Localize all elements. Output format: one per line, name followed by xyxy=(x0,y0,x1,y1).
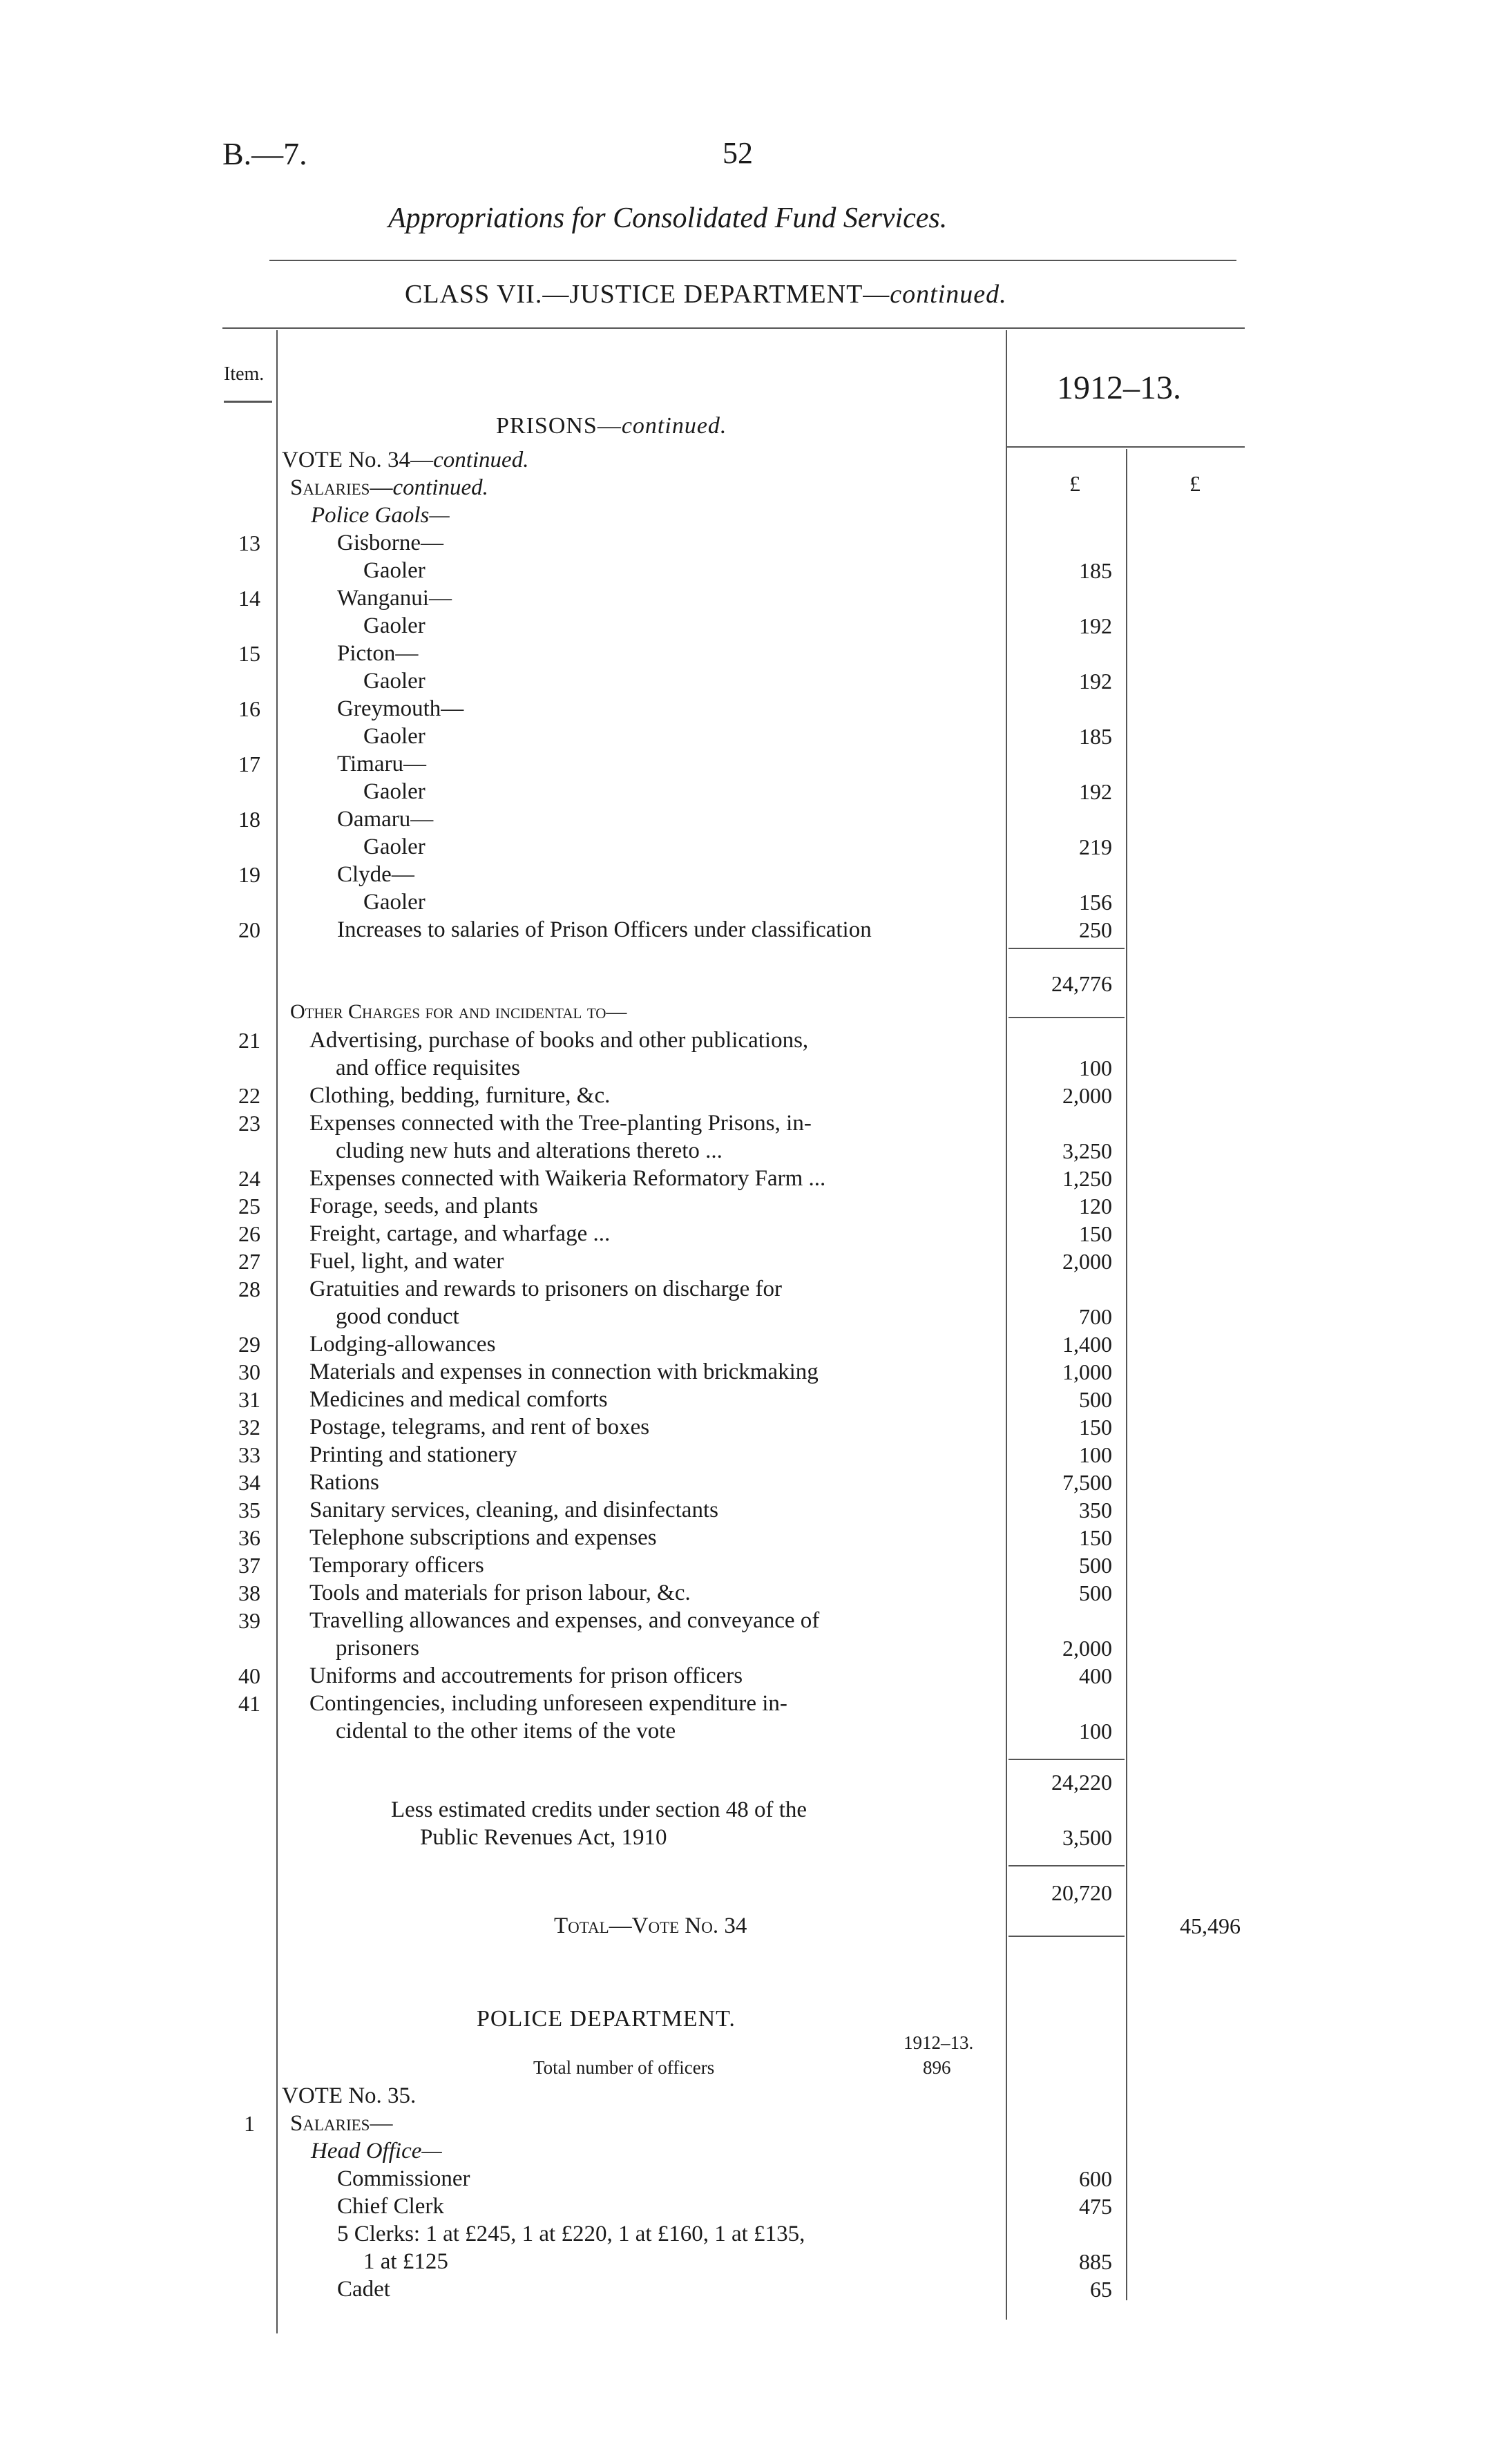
class-title: CLASS VII.—JUSTICE DEPARTMENT—continued. xyxy=(405,280,1007,309)
charge-label-cont: cidental to the other items of the vote xyxy=(336,1719,676,1744)
gaol-place: Greymouth— xyxy=(337,696,464,721)
credits-rule xyxy=(1008,1865,1125,1866)
charge-label: Uniforms and accoutrements for prison officers xyxy=(309,1663,743,1688)
vote-34-total-amount: 45,496 xyxy=(1180,1913,1241,1938)
year-header-rule xyxy=(1006,446,1245,448)
item-number: 23 xyxy=(238,1111,260,1136)
item-number: 25 xyxy=(238,1194,260,1219)
gaol-salary: 185 xyxy=(1079,558,1112,583)
gaol-post: Gaoler xyxy=(363,669,426,694)
police-gaols-heading: Police Gaols— xyxy=(311,503,450,528)
police-department-heading: POLICE DEPARTMENT. xyxy=(477,2006,736,2032)
charge-amount: 100 xyxy=(1079,1056,1112,1080)
charge-amount: 1,250 xyxy=(1062,1166,1112,1191)
gaol-salary: 156 xyxy=(1079,890,1112,915)
charge-label: Materials and expenses in connection with brickmaking xyxy=(309,1359,819,1384)
salaries-subtotal-rule xyxy=(1008,948,1125,949)
pound-sign-amounts: £ xyxy=(1069,471,1080,496)
charge-amount: 700 xyxy=(1079,1304,1112,1329)
other-charges-rule xyxy=(1008,1759,1125,1760)
item-number: 14 xyxy=(238,586,260,611)
officers-label: Total number of officers xyxy=(533,2057,715,2078)
item-number: 41 xyxy=(238,1691,260,1716)
gaol-place: Timaru— xyxy=(337,752,426,776)
pound-sign-totals: £ xyxy=(1189,471,1201,496)
gaol-salary: 192 xyxy=(1079,669,1112,694)
charge-label: Postage, telegrams, and rent of boxes xyxy=(309,1415,650,1440)
charge-amount: 500 xyxy=(1079,1387,1112,1412)
charge-label-cont: prisoners xyxy=(336,1636,419,1661)
charge-amount: 500 xyxy=(1079,1580,1112,1605)
gaol-salary: 185 xyxy=(1079,724,1112,749)
item-number: 15 xyxy=(238,641,260,666)
gaol-post: Gaoler xyxy=(363,724,426,749)
police-salary-amount: 475 xyxy=(1079,2194,1112,2219)
gaol-place: Wanganui— xyxy=(337,586,452,611)
police-salaries-heading: Salaries— xyxy=(290,2111,393,2136)
charge-label: Contingencies, including unforeseen expenditure in- xyxy=(309,1691,787,1716)
charge-amount: 100 xyxy=(1079,1719,1112,1744)
item-number: 26 xyxy=(238,1221,260,1246)
item-column-divider xyxy=(276,330,278,2333)
page-subtitle: Appropriations for Consolidated Fund Services. xyxy=(388,202,948,234)
charge-amount: 2,000 xyxy=(1062,1083,1112,1108)
charge-label: Freight, cartage, and wharfage ... xyxy=(309,1221,611,1246)
police-salary-amount: 600 xyxy=(1079,2166,1112,2191)
item-number: 32 xyxy=(238,1415,260,1440)
credits-amount: 3,500 xyxy=(1062,1825,1112,1850)
net-amount: 20,720 xyxy=(1051,1880,1112,1905)
charge-amount: 3,250 xyxy=(1062,1138,1112,1163)
charge-label: Travelling allowances and expenses, and conveyance of xyxy=(309,1608,820,1633)
item-number: 31 xyxy=(238,1387,260,1412)
item-header-rule xyxy=(224,401,272,403)
item-number: 33 xyxy=(238,1442,260,1467)
total-column-divider xyxy=(1126,449,1127,2300)
gaol-post: Gaoler xyxy=(363,779,426,804)
salaries-heading: Salaries—continued. xyxy=(290,475,488,500)
increases-label: Increases to salaries of Prison Officers under classification xyxy=(337,917,872,942)
salaries-subtotal: 24,776 xyxy=(1051,971,1112,996)
vote-34-heading: VOTE No. 34—continued. xyxy=(282,448,529,472)
credits-label-line1: Less estimated credits under section 48 of the xyxy=(391,1797,807,1822)
charge-label: Medicines and medical comforts xyxy=(309,1387,608,1412)
charge-label: Rations xyxy=(309,1470,379,1495)
charge-label: Clothing, bedding, furniture, &c. xyxy=(309,1083,611,1108)
head-office-heading: Head Office— xyxy=(311,2139,442,2164)
page-number: 52 xyxy=(723,136,753,170)
item-number: 37 xyxy=(238,1553,260,1578)
charge-label-cont: and office requisites xyxy=(336,1056,520,1080)
item-number: 13 xyxy=(238,531,260,555)
item-number: 1 xyxy=(244,2111,255,2136)
police-salary-label: Commissioner xyxy=(337,2166,470,2191)
charge-amount: 150 xyxy=(1079,1415,1112,1440)
year-column-header: 1912–13. xyxy=(1057,370,1181,406)
item-number: 18 xyxy=(238,807,260,832)
charge-label-cont: good conduct xyxy=(336,1304,459,1329)
gaol-salary: 192 xyxy=(1079,613,1112,638)
item-number: 30 xyxy=(238,1359,260,1384)
item-number: 35 xyxy=(238,1498,260,1522)
charge-label: Lodging-allowances xyxy=(309,1332,496,1357)
charge-amount: 150 xyxy=(1079,1221,1112,1246)
charge-label: Expenses connected with Waikeria Reformatory Farm ... xyxy=(309,1166,826,1191)
police-salary-label: Chief Clerk xyxy=(337,2194,444,2219)
document-reference: B.—7. xyxy=(222,136,307,171)
item-number: 17 xyxy=(238,752,260,776)
gaol-place: Clyde— xyxy=(337,862,414,887)
officers-count: 896 xyxy=(923,2057,951,2078)
gaol-salary: 192 xyxy=(1079,779,1112,804)
vote-34-total-label: Total—Vote No. 34 xyxy=(554,1913,747,1938)
charge-label: Advertising, purchase of books and other publications, xyxy=(309,1028,809,1053)
item-number: 28 xyxy=(238,1277,260,1301)
officers-year: 1912–13. xyxy=(904,2032,974,2053)
charge-label: Fuel, light, and water xyxy=(309,1249,504,1274)
salaries-subtotal-underline xyxy=(1008,1017,1125,1018)
prisons-heading: PRISONS—continued. xyxy=(496,413,727,439)
charge-label: Expenses connected with the Tree-planting Prisons, in- xyxy=(309,1111,812,1136)
amount-column-divider xyxy=(1006,330,1007,2320)
police-salary-amount: 65 xyxy=(1090,2277,1112,2302)
vote-35-heading: VOTE No. 35. xyxy=(282,2083,417,2108)
gaol-place: Picton— xyxy=(337,641,419,666)
other-charges-heading: Other Charges for and incidental to— xyxy=(290,1000,627,1023)
gaol-place: Oamaru— xyxy=(337,807,434,832)
credits-label-line2: Public Revenues Act, 1910 xyxy=(420,1825,667,1850)
item-number: 21 xyxy=(238,1028,260,1053)
charge-label: Temporary officers xyxy=(309,1553,484,1578)
charge-amount: 100 xyxy=(1079,1442,1112,1467)
charge-label: Printing and stationery xyxy=(309,1442,517,1467)
charge-label: Gratuities and rewards to prisoners on discharge for xyxy=(309,1277,782,1301)
gaol-post: Gaoler xyxy=(363,613,426,638)
item-number: 19 xyxy=(238,862,260,887)
charge-amount: 400 xyxy=(1079,1663,1112,1688)
charge-label: Forage, seeds, and plants xyxy=(309,1194,538,1219)
item-number: 20 xyxy=(238,917,260,942)
subtitle-rule xyxy=(269,260,1236,261)
charge-amount: 7,500 xyxy=(1062,1470,1112,1495)
gaol-place: Gisborne— xyxy=(337,531,443,555)
item-number: 27 xyxy=(238,1249,260,1274)
vote-34-total-rule xyxy=(1008,1936,1125,1937)
item-number: 36 xyxy=(238,1525,260,1550)
charge-label: Sanitary services, cleaning, and disinfectants xyxy=(309,1498,718,1522)
police-salary-label: Cadet xyxy=(337,2277,390,2302)
charge-label: Tools and materials for prison labour, &c. xyxy=(309,1580,691,1605)
gaol-post: Gaoler xyxy=(363,890,426,915)
charge-amount: 2,000 xyxy=(1062,1636,1112,1661)
charge-amount: 350 xyxy=(1079,1498,1112,1522)
other-charges-subtotal: 24,220 xyxy=(1051,1770,1112,1795)
charge-amount: 120 xyxy=(1079,1194,1112,1219)
charge-amount: 500 xyxy=(1079,1553,1112,1578)
police-salary-amount: 885 xyxy=(1079,2249,1112,2274)
charge-label: Telephone subscriptions and expenses xyxy=(309,1525,657,1550)
gaol-post: Gaoler xyxy=(363,558,426,583)
gaol-post: Gaoler xyxy=(363,834,426,859)
item-number: 34 xyxy=(238,1470,260,1495)
item-column-header: Item. xyxy=(224,363,265,385)
charge-amount: 1,400 xyxy=(1062,1332,1112,1357)
police-salary-label-cont: 1 at £125 xyxy=(363,2249,448,2274)
charge-amount: 150 xyxy=(1079,1525,1112,1550)
increases-amount: 250 xyxy=(1079,917,1112,942)
police-salary-label: 5 Clerks: 1 at £245, 1 at £220, 1 at £160, 1 at £135, xyxy=(337,2222,805,2246)
gaol-salary: 219 xyxy=(1079,834,1112,859)
item-number: 38 xyxy=(238,1580,260,1605)
item-number: 24 xyxy=(238,1166,260,1191)
item-number: 16 xyxy=(238,696,260,721)
item-number: 40 xyxy=(238,1663,260,1688)
class-title-rule xyxy=(222,327,1245,329)
charge-label-cont: cluding new huts and alterations thereto ... xyxy=(336,1138,723,1163)
charge-amount: 2,000 xyxy=(1062,1249,1112,1274)
charge-amount: 1,000 xyxy=(1062,1359,1112,1384)
item-number: 29 xyxy=(238,1332,260,1357)
item-number: 39 xyxy=(238,1608,260,1633)
item-number: 22 xyxy=(238,1083,260,1108)
